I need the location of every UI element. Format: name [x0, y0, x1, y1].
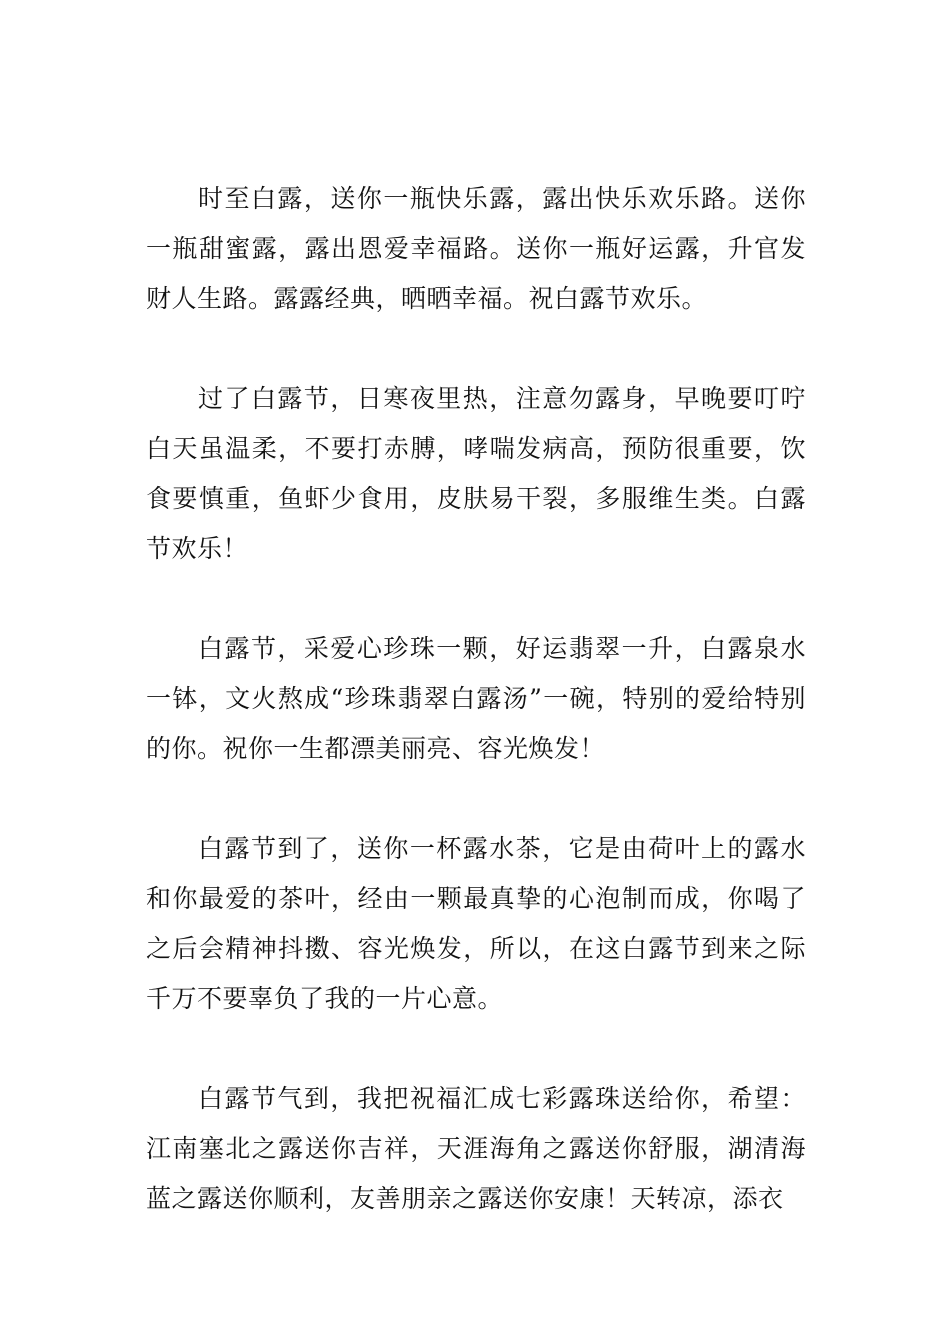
paragraph: 时至白露，送你一瓶快乐露，露出快乐欢乐路。送你一瓶甜蜜露，露出恩爱幸福路。送你一瓶好运露，升官发财人生路。露露经典，晒晒幸福。祝白露节欢乐。 [146, 184, 806, 313]
paragraph: 白露节，采爱心珍珠一颗，好运翡翠一升，白露泉水一钵，文火熬成“珍珠翡翠白露汤”一碗，特别的爱给特别的你。祝你一生都漂美丽亮、容光焕发！ [146, 634, 806, 763]
paragraph: 白露节到了，送你一杯露水茶，它是由荷叶上的露水和你最爱的茶叶，经由一颗最真挚的心泡制而成，你喝了之后会精神抖擞、容光焕发，所以，在这白露节到来之际千万不要辜负了我的一片心意。 [146, 834, 806, 1013]
document-body [146, 174, 806, 1274]
paragraph: 白露节气到，我把祝福汇成七彩露珠送给你，希望：江南塞北之露送你吉祥，天涯海角之露送你舒服，湖清海蓝之露送你顺利，友善朋亲之露送你安康！天转凉，添衣 [146, 1084, 806, 1213]
paragraph: 过了白露节，日寒夜里热，注意勿露身，早晚要叮咛白天虽温柔，不要打赤膊，哮喘发病高，预防很重要，饮食要慎重，鱼虾少食用，皮肤易干裂，多服维生类。白露节欢乐！ [146, 384, 806, 563]
